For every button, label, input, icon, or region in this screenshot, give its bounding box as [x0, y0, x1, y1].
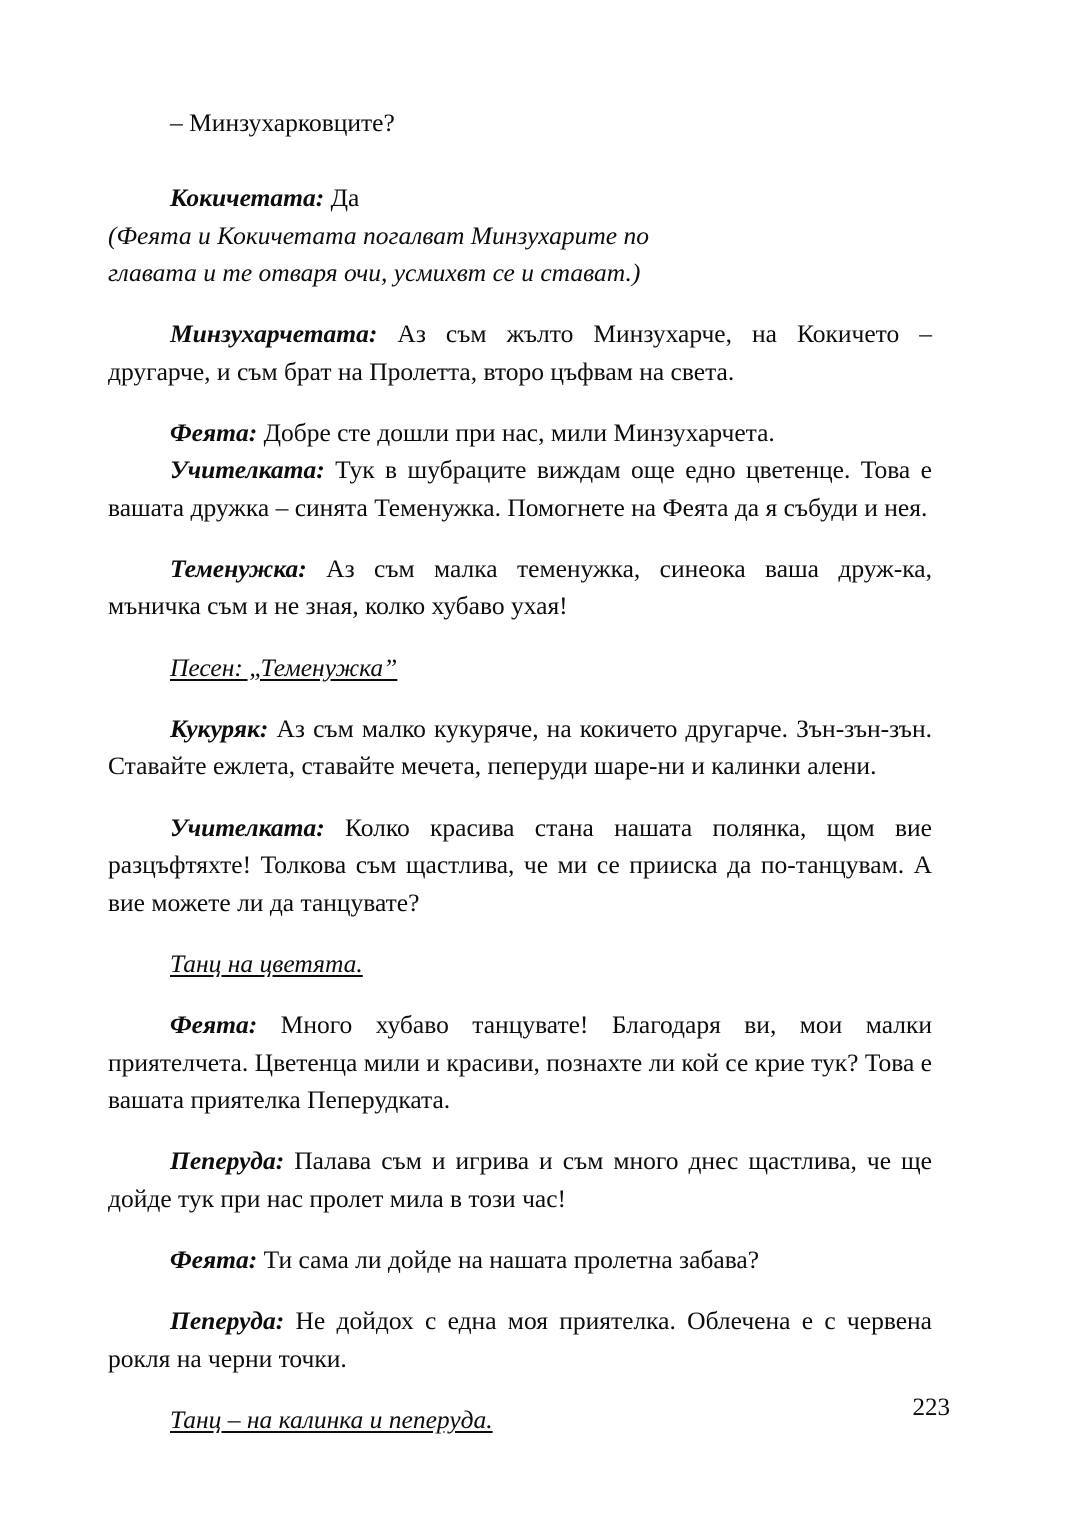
stage-direction-dance-flowers: [108, 945, 932, 982]
stage-direction-text: Танц на цветята.: [170, 948, 363, 978]
speech-text: Аз съм малко кукуряче, на кокичето другарче. Зън-зън-зън. Ставайте ежлета, ставайте мечета, пеперуди шаре-ни и калинки алени.: [108, 714, 932, 781]
speech-feqta-2: [108, 1006, 932, 1118]
speaker-label: Феята:: [170, 418, 258, 448]
speaker-label: Кокичетата:: [170, 183, 325, 213]
speech-text: Аз съм малка теменужка, синеока ваша друж-ка, мъничка съм и не зная, колко хубаво ухая!: [108, 554, 932, 621]
speech-kokichetata: [108, 179, 932, 216]
speech-temenuzhka: [108, 550, 932, 625]
speech-text: Ти сама ли дойде на нашата пролетна забава?: [257, 1244, 760, 1274]
stage-direction-song-temenuzhka: [108, 649, 932, 686]
stage-direction-line-1: (Феята и Кокичетата погалват Минзухарите по: [108, 220, 650, 250]
stage-direction-parenthetical: [108, 217, 932, 292]
speech-text: Колко красива стана нашата полянка, щом вие разцъфтяхте! Толкова съм щастлива, че ми се прииска да по-танцувам. А вие можете ли да танцувате?: [108, 812, 932, 917]
speech-text: Да: [324, 183, 360, 213]
speaker-label: Пеперуда:: [170, 1306, 285, 1336]
speech-kukuryak: [108, 710, 932, 785]
speech-peperuda-1: [108, 1142, 932, 1217]
speech-feqta-1: [108, 414, 932, 451]
speaker-label: Феята:: [170, 1244, 258, 1274]
speaker-label: Пеперуда:: [170, 1146, 285, 1176]
stage-direction-text: Песен: „Теменужка”: [170, 652, 398, 682]
speech-text: Палава съм и игрива и съм много днес щастлива, че ще дойде тук при нас пролет мила в този час!: [108, 1146, 932, 1213]
stage-direction-line-2: главата и те отваря очи, усмихвт се и стават.): [108, 258, 641, 288]
page-content: [108, 104, 932, 1438]
speaker-label: Кукуряк:: [170, 714, 269, 744]
speech-text: Аз съм жълто Минзухарче, на Кокичето – другарче, и съм брат на Пролетта, второ цъфвам на света.: [108, 319, 932, 386]
speaker-label: Теменужка:: [170, 554, 307, 584]
dialogue-question: [108, 104, 932, 141]
speech-text: Не дойдох с една моя приятелка. Облечена е с червена рокля на черни точки.: [108, 1306, 932, 1373]
speech-uchitelkata-2: [108, 809, 932, 921]
speaker-label: Учителката:: [170, 455, 325, 485]
page-number: 223: [912, 1394, 950, 1421]
speaker-label: Учителката:: [170, 812, 325, 842]
speech-minzuharchetata: [108, 315, 932, 390]
speech-uchitelkata-1: [108, 451, 932, 526]
speaker-label: Минзухарчетата:: [170, 319, 378, 349]
speech-feqta-3: [108, 1241, 932, 1278]
stage-direction-text: Танц – на калинка и пеперуда.: [170, 1404, 493, 1434]
speech-peperuda-2: [108, 1302, 932, 1377]
stage-direction-dance-ladybug: [108, 1401, 932, 1438]
speaker-label: Феята:: [170, 1010, 258, 1040]
speech-text: Много хубаво танцувате! Благодаря ви, мои малки приятелчета. Цветенца мили и красиви, познахте ли кой се крие тук? Това е вашата приятелка Пеперудката.: [108, 1010, 932, 1114]
speech-text: Тук в шубраците виждам още едно цветенце. Това е вашата дружка – синята Теменужка. Помогнете на Феята да я събуди и нея.: [108, 455, 932, 522]
speech-text: Добре сте дошли при нас, мили Минзухарчета.: [257, 418, 775, 448]
dialogue-question-text: – Минзухарковците?: [170, 108, 395, 137]
